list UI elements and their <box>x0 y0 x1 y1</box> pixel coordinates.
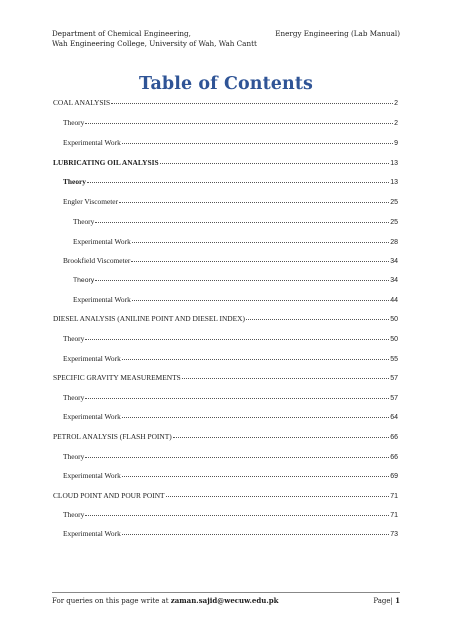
department-line-1: Department of Chemical Engineering, <box>52 29 191 38</box>
toc-entry-label: Brookfield Viscometer <box>63 256 131 265</box>
department-line-2: Wah Engineering College, University of Wah, Wah Cantt <box>52 39 257 48</box>
toc-entry-label: Experimental Work <box>63 138 121 147</box>
toc-leader-dots <box>85 398 389 399</box>
toc-entry-page: 66 <box>390 434 398 441</box>
toc-entry-page: 69 <box>390 473 398 480</box>
toc-leader-dots <box>122 476 389 477</box>
toc-leader-dots <box>85 123 393 124</box>
toc-entry-label: Theory <box>63 510 85 519</box>
toc-entry-page: 13 <box>390 160 398 167</box>
toc-leader-dots <box>122 143 393 144</box>
manual-title: Energy Engineering (Lab Manual) <box>275 29 400 38</box>
toc-entry[interactable] <box>53 508 398 519</box>
toc-leader-dots <box>95 280 389 281</box>
toc-entry-page: 25 <box>390 219 398 226</box>
toc-entry[interactable] <box>53 371 398 382</box>
toc-entry-page: 57 <box>390 375 398 382</box>
toc-leader-dots <box>85 457 389 458</box>
toc-entry-label: Experimental Work <box>63 471 121 480</box>
toc-entry-label: Theory <box>63 334 85 343</box>
toc-leader-dots <box>173 437 390 438</box>
toc-entry-page: 64 <box>390 414 398 421</box>
toc-entry-label: COAL ANALYSIS <box>53 98 111 107</box>
toc-entry-label: Experimental Work <box>63 354 121 363</box>
toc-leader-dots <box>87 182 389 183</box>
toc-entry[interactable] <box>53 391 398 402</box>
footer-prefix: For queries on this page write at <box>52 597 169 605</box>
toc-entry-label: Experimental Work <box>73 237 131 246</box>
footer-page-number: 1 <box>395 596 400 605</box>
toc-entry-page: 50 <box>390 316 398 323</box>
toc-entry[interactable] <box>53 527 398 538</box>
toc-leader-dots <box>85 515 389 516</box>
toc-entry[interactable] <box>53 175 398 186</box>
toc-entry-label: Theory <box>63 118 85 127</box>
toc-entry[interactable] <box>53 410 398 421</box>
toc-entry-label: Theory <box>63 177 86 186</box>
toc-entry[interactable] <box>53 156 398 167</box>
toc-leader-dots <box>132 300 389 301</box>
toc-entry-label: LUBRICATING OIL ANALYSIS <box>53 158 159 167</box>
toc-entry-page: 9 <box>394 140 398 147</box>
toc-entry-page: 28 <box>390 239 398 246</box>
toc-entry[interactable] <box>53 195 398 206</box>
toc-entry-page: 71 <box>390 512 398 519</box>
toc-entry-label: SPECIFIC GRAVITY MEASUREMENTS <box>53 373 181 382</box>
toc-leader-dots <box>160 163 390 164</box>
footer-page-indicator <box>373 596 400 605</box>
toc-entry-page: 13 <box>390 179 398 186</box>
toc-entry-label: Theory <box>73 217 95 226</box>
toc-leader-dots <box>182 378 389 379</box>
toc-entry[interactable] <box>53 96 398 107</box>
toc-entry-label: PETROL ANALYSIS (FLASH POINT) <box>53 432 172 441</box>
toc-entry-page: 50 <box>390 336 398 343</box>
footer-contact <box>52 596 279 605</box>
footer-divider <box>52 592 400 593</box>
toc-entry[interactable] <box>53 352 398 363</box>
toc-leader-dots <box>119 202 389 203</box>
toc-leader-dots <box>131 261 389 262</box>
toc-leader-dots <box>122 359 389 360</box>
toc-entry-label: Experimental Work <box>73 295 131 304</box>
toc-entry[interactable] <box>53 332 398 343</box>
toc-leader-dots <box>95 222 389 223</box>
toc-entry-label: Theory <box>63 393 85 402</box>
toc-leader-dots <box>85 339 389 340</box>
footer-page-label: Page| <box>373 597 393 605</box>
toc-entry-page: 73 <box>390 531 398 538</box>
toc-entry[interactable] <box>53 469 398 480</box>
toc-entry-label: Theory <box>63 452 85 461</box>
toc-entry[interactable] <box>53 293 398 304</box>
toc-entry[interactable] <box>53 116 398 127</box>
toc-entry[interactable] <box>53 273 398 284</box>
toc-leader-dots <box>132 242 389 243</box>
toc-entry[interactable] <box>53 136 398 147</box>
toc-entry-page: 66 <box>390 454 398 461</box>
toc-entry-page: 57 <box>390 395 398 402</box>
toc-leader-dots <box>122 417 389 418</box>
toc-entry-label: CLOUD POINT AND POUR POINT <box>53 491 165 500</box>
toc-entry-label: DIESEL ANALYSIS (ANILINE POINT AND DIESEL INDEX) <box>53 314 245 323</box>
toc-entry-page: 34 <box>390 277 398 284</box>
toc-entry-page: 2 <box>394 120 398 127</box>
toc-entry-label: Theory <box>73 277 95 284</box>
page-title: Table of Contents <box>139 74 313 94</box>
toc-entry-page: 71 <box>390 493 398 500</box>
toc-leader-dots <box>122 534 389 535</box>
toc-entry-label: Experimental Work <box>63 529 121 538</box>
toc-entry-page: 55 <box>390 356 398 363</box>
toc-leader-dots <box>111 103 393 104</box>
toc-entry-label: Engler Viscometer <box>63 197 119 206</box>
toc-leader-dots <box>246 319 389 320</box>
toc-entry-page: 34 <box>390 258 398 265</box>
toc-entry-page: 44 <box>390 297 398 304</box>
department-info <box>52 29 292 49</box>
footer-email-link[interactable]: zaman.sajid@wecuw.edu.pk <box>170 596 279 605</box>
toc-entry[interactable] <box>53 235 398 246</box>
toc-entry-page: 25 <box>390 199 398 206</box>
toc-entry[interactable] <box>53 215 398 226</box>
toc-entry[interactable] <box>53 430 398 441</box>
toc-entry-label: Experimental Work <box>63 412 121 421</box>
toc-entry[interactable] <box>53 254 398 265</box>
toc-entry[interactable] <box>53 450 398 461</box>
toc-entry[interactable] <box>53 489 398 500</box>
toc-entry-page: 2 <box>394 100 398 107</box>
toc-leader-dots <box>166 496 390 497</box>
toc-entry[interactable] <box>53 312 398 323</box>
